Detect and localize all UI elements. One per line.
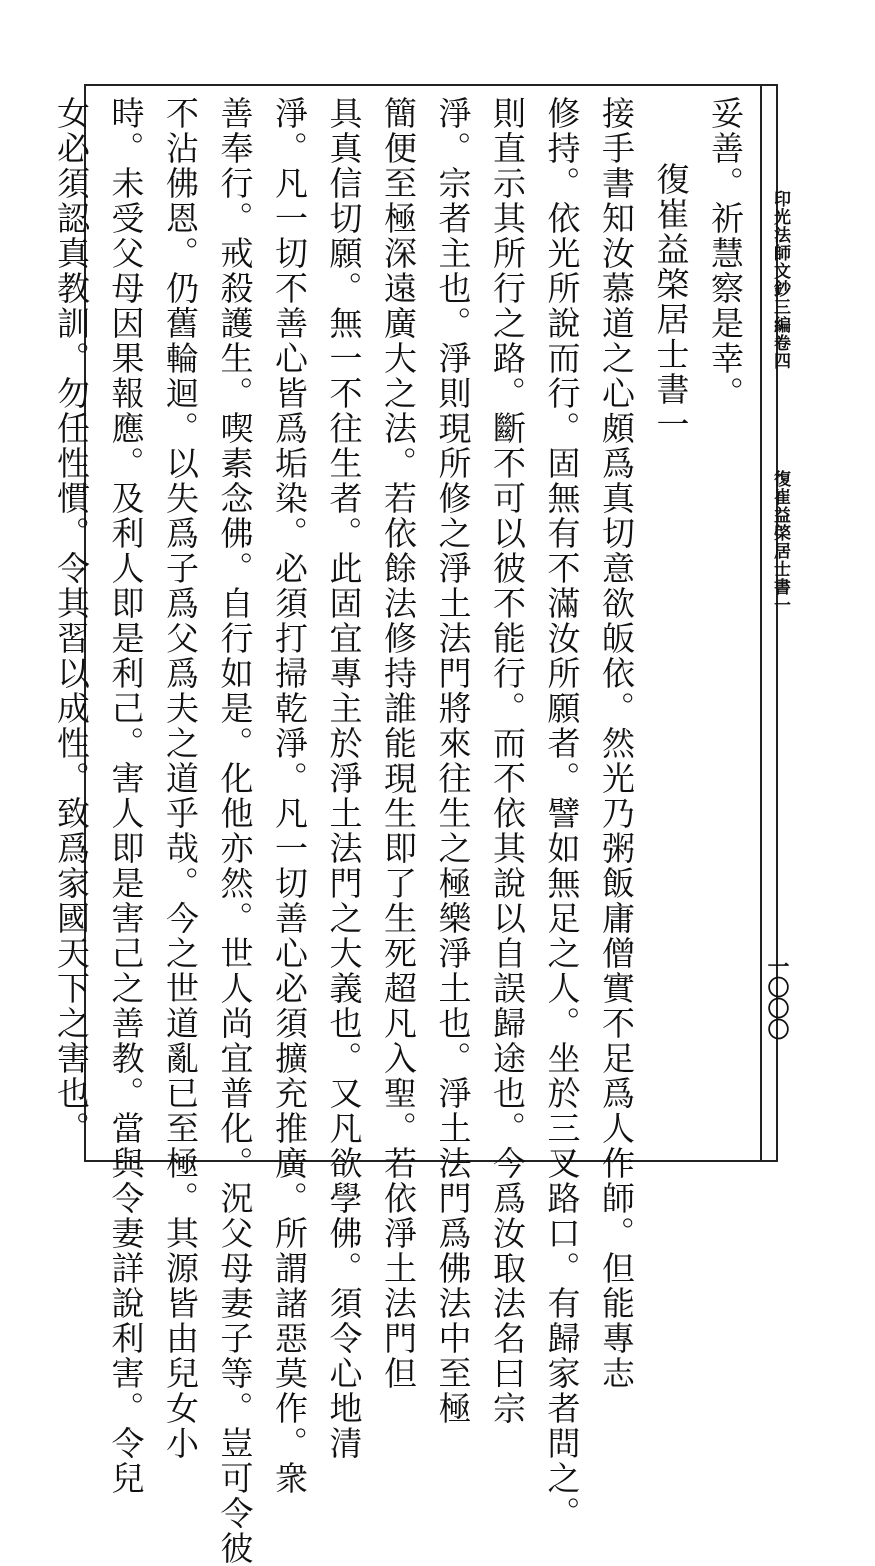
text-column: 簡便至極深遠廣大之法。若依餘法修持誰能現生即了生死超凡入聖。若依淨土法門但 [379, 96, 418, 1391]
text-column: 淨。凡一切不善心皆爲垢染。必須打掃乾淨。凡一切善心必須擴充推廣。所謂諸惡莫作。衆 [270, 96, 309, 1496]
text-column: 妥善。祈慧察是幸。 [706, 96, 745, 411]
text-column: 時。未受父母因果報應。及利人即是利己。害人即是害己之善教。當與令妻詳說利害。令兒 [106, 96, 146, 1496]
text-column: 則直示其所行之路。斷不可以彼不能行。而不依其說以自誤歸途也。今爲汝取法名曰宗 [488, 96, 527, 1426]
text-column: 善奉行。戒殺護生。喫素念佛。自行如是。化他亦然。世人尚宜普化。況父母妻子等。豈可令彼 [215, 96, 255, 1566]
body-text [52, 96, 752, 1566]
text-column: 淨。宗者主也。淨則現所修之淨土法門將來往生之極樂淨土也。淨土法門爲佛法中至極 [433, 96, 473, 1426]
page-number: 一〇〇〇 [764, 955, 790, 1039]
text-column: 女必須認真教訓。勿任性慣。令其習以成性。致爲家國天下之害也。 [52, 96, 91, 1146]
text-column: 接手書知汝慕道之心頗爲真切意欲皈依。然光乃粥飯庸僧實不足爲人作師。但能專志 [597, 96, 636, 1391]
book-title: 印光法師文鈔三編卷四 [770, 190, 790, 370]
letter-heading: 復崔益棨居士書一 [651, 162, 691, 442]
text-column: 具真信切願。無一不往生者。此固宜專主於淨土法門之大義也。又凡欲學佛。須令心地清 [324, 96, 364, 1461]
text-column: 修持。依光所說而行。固無有不滿汝所願者。譬如無足之人。坐於三叉路口。有歸家者問之。 [542, 96, 582, 1531]
section-title: 復崔益棨居士書一 [770, 470, 790, 614]
text-column: 不沾佛恩。仍舊輪迴。以失爲子爲父爲夫之道乎哉。今之世道亂已至極。其源皆由兒女小 [161, 96, 200, 1461]
